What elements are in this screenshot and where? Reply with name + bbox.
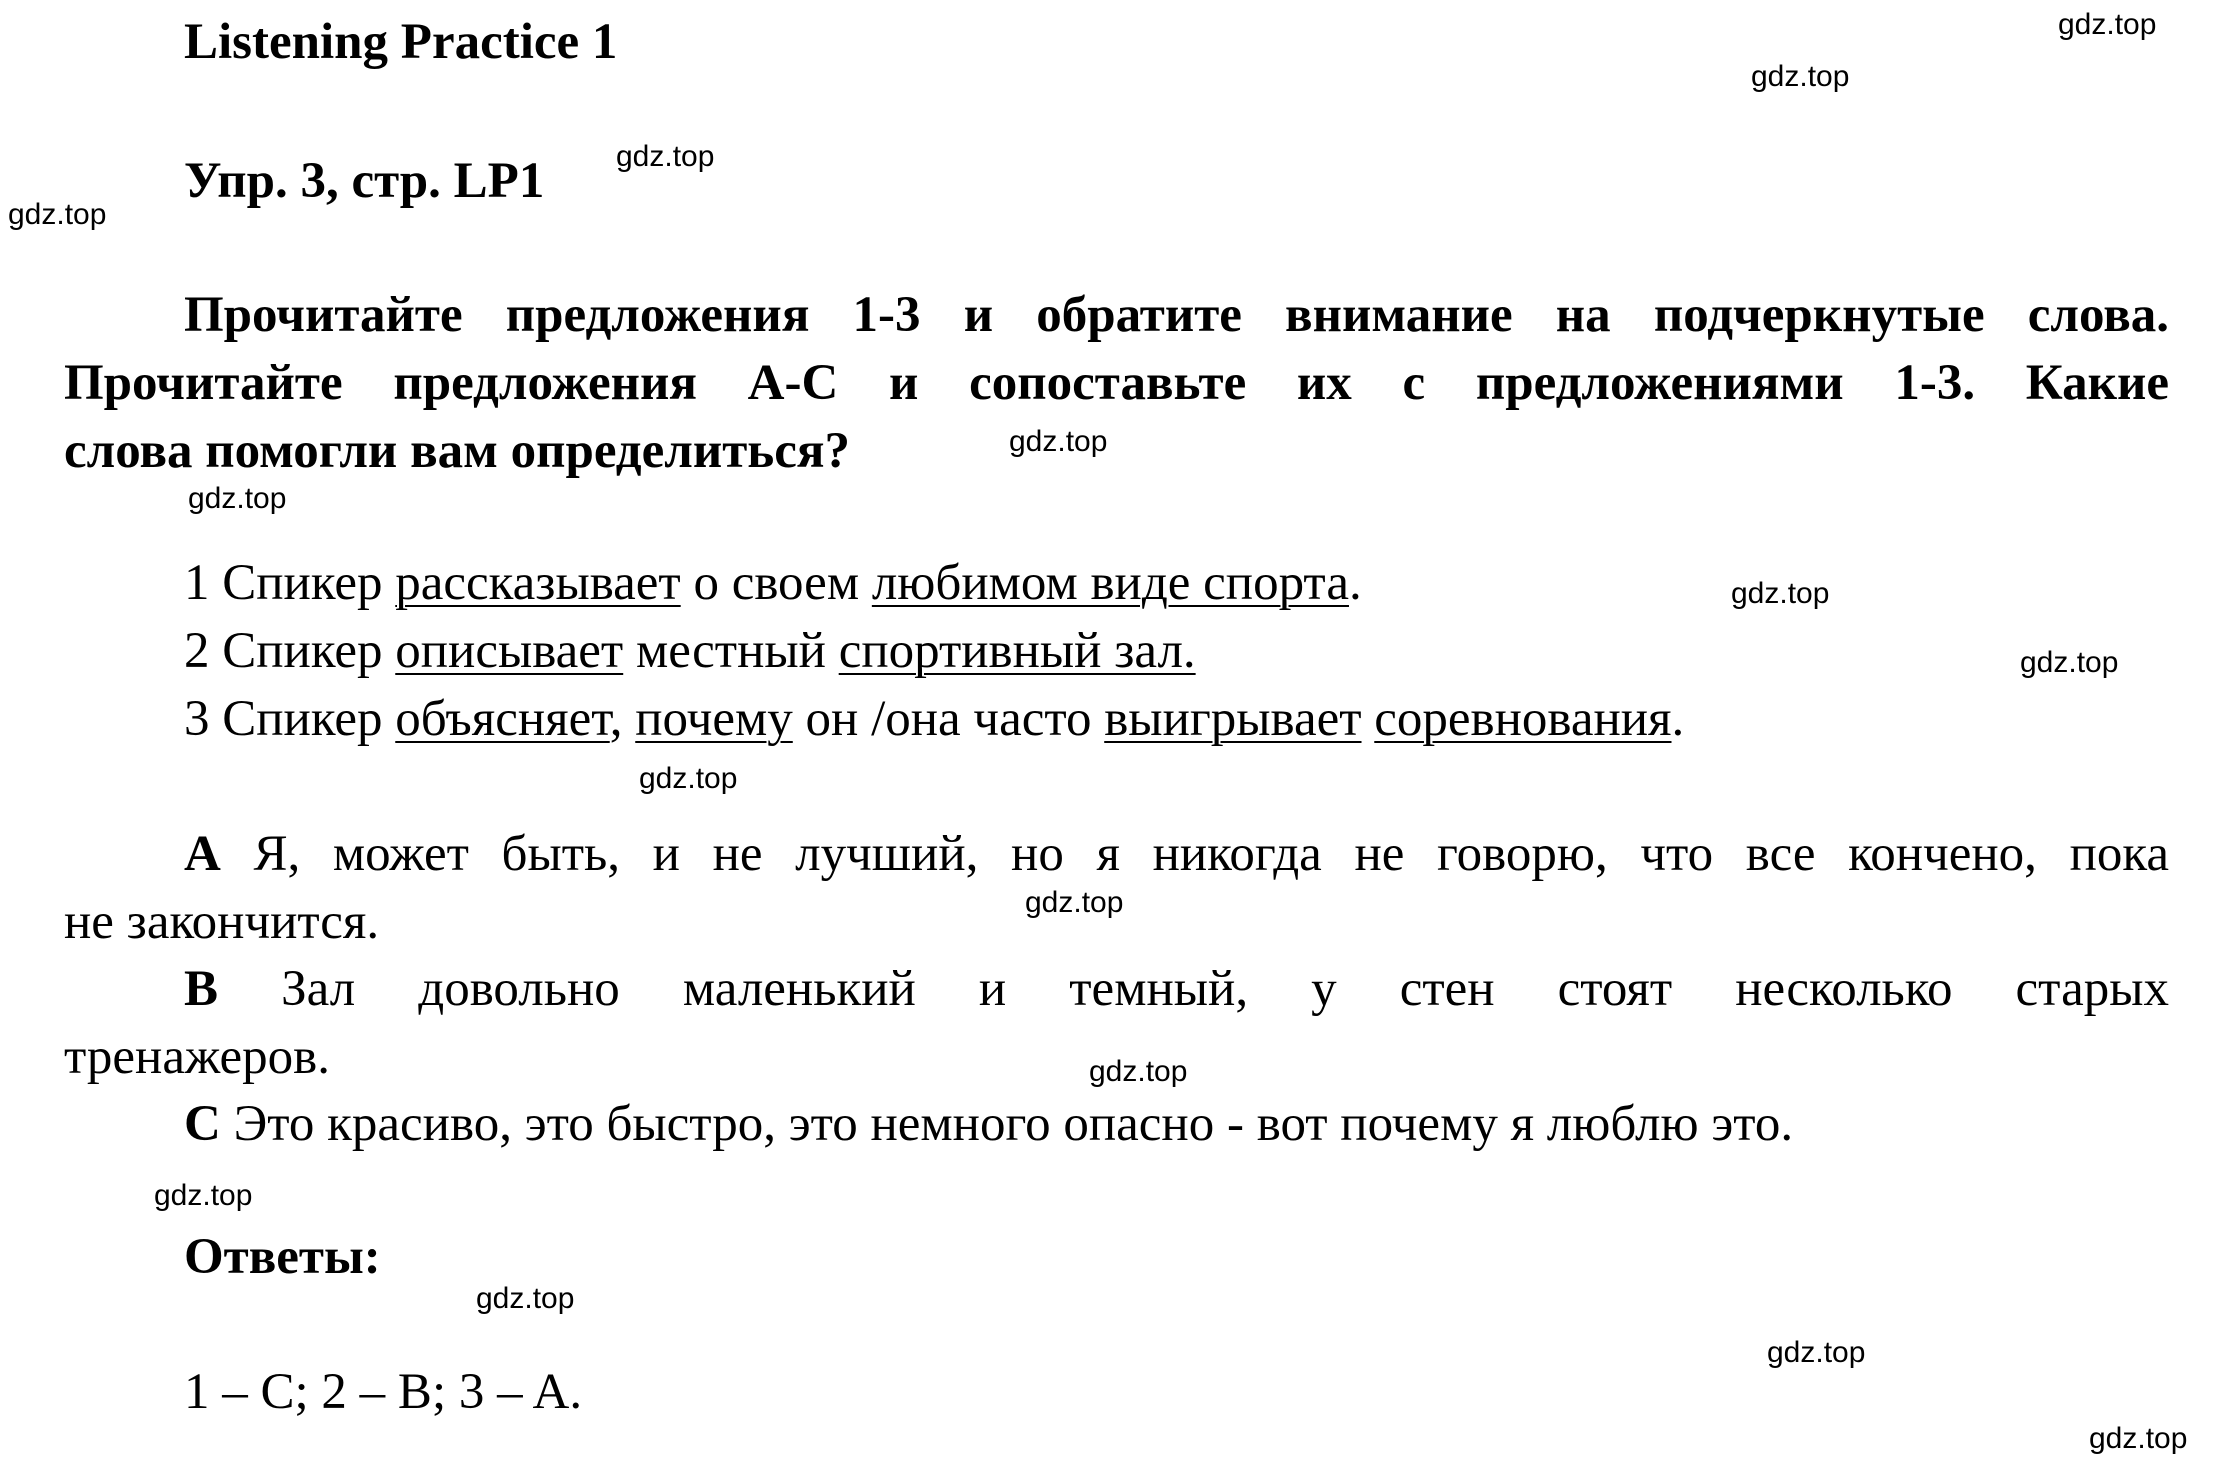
watermark: gdz.top <box>2020 646 2119 679</box>
option-c-text: Это красиво, это быстро, это немного опасно - вот почему я люблю это. <box>220 1096 1794 1152</box>
watermark: gdz.top <box>639 762 738 795</box>
statement-3-text-2: он /она часто <box>792 691 1105 747</box>
statement-3-underlined-word-2: почему <box>635 691 793 747</box>
statement-2-number: 2 Спикер <box>184 623 396 679</box>
option-a-text: Я, может быть, и не лучший, но я никогда не говорю, что все кончено, пока <box>220 826 2169 882</box>
statement-2-underlined-word-2: спортивный зал. <box>838 623 1196 679</box>
option-a-line-2: не закончится. <box>64 894 380 950</box>
option-b-line-2: тренажеров. <box>64 1029 331 1085</box>
instruction-line-3: слова помогли вам определиться? <box>64 423 850 479</box>
statement-3-text-3 <box>1362 691 1375 747</box>
watermark: gdz.top <box>1767 1336 1866 1369</box>
watermark: gdz.top <box>8 198 107 231</box>
instruction-line-2: Прочитайте предложения A-C и сопоставьте их с предложениями 1-3. Какие <box>64 355 2169 411</box>
page-title: Listening Practice 1 <box>184 14 618 70</box>
answers-text: 1 – C; 2 – B; 3 – A. <box>184 1364 583 1420</box>
statement-3-underlined-word-3: выигрывает <box>1104 691 1362 747</box>
statement-1-underlined-word-1: рассказывает <box>395 555 681 611</box>
instruction-line-1: Прочитайте предложения 1-3 и обратите внимание на подчеркнутые слова. <box>184 287 2169 343</box>
option-a-letter: A <box>184 826 221 882</box>
statement-3 <box>184 691 1685 747</box>
watermark: gdz.top <box>188 482 287 515</box>
option-a-line-1 <box>184 826 2169 882</box>
watermark: gdz.top <box>1089 1055 1188 1088</box>
statement-3-number: 3 Спикер <box>184 691 396 747</box>
watermark: gdz.top <box>616 140 715 173</box>
option-c-letter: C <box>184 1096 221 1152</box>
statement-1-text-2: . <box>1348 555 1362 611</box>
watermark: gdz.top <box>2089 1422 2188 1455</box>
statement-1-underlined-word-2: любимом виде спорта <box>871 555 1349 611</box>
watermark: gdz.top <box>1009 425 1108 458</box>
statement-1-text-1: о своем <box>680 555 872 611</box>
watermark: gdz.top <box>476 1282 575 1315</box>
watermark: gdz.top <box>154 1179 253 1212</box>
option-b-letter: B <box>184 961 219 1017</box>
option-c-line-1 <box>184 1096 1794 1152</box>
exercise-reference: Упр. 3, стр. LP1 <box>184 153 545 209</box>
statement-2-text-1: местный <box>623 623 839 679</box>
statement-1 <box>184 555 1362 611</box>
watermark: gdz.top <box>1025 886 1124 919</box>
option-b-text: Зал довольно маленький и темный, у стен стоят несколько старых <box>218 961 2169 1017</box>
statement-3-underlined-word-1: объясняет <box>395 691 610 747</box>
watermark: gdz.top <box>1731 577 1830 610</box>
statement-1-number: 1 Спикер <box>184 555 396 611</box>
statement-3-text-1: , <box>609 691 636 747</box>
statement-2-underlined-word-1: описывает <box>395 623 624 679</box>
watermark: gdz.top <box>1751 60 1850 93</box>
statement-3-underlined-word-4: соревнования <box>1374 691 1672 747</box>
answers-label: Ответы: <box>184 1229 381 1285</box>
watermark: gdz.top <box>2058 8 2157 41</box>
statement-3-text-4: . <box>1671 691 1685 747</box>
statement-2 <box>184 623 1196 679</box>
option-b-line-1 <box>184 961 2169 1017</box>
